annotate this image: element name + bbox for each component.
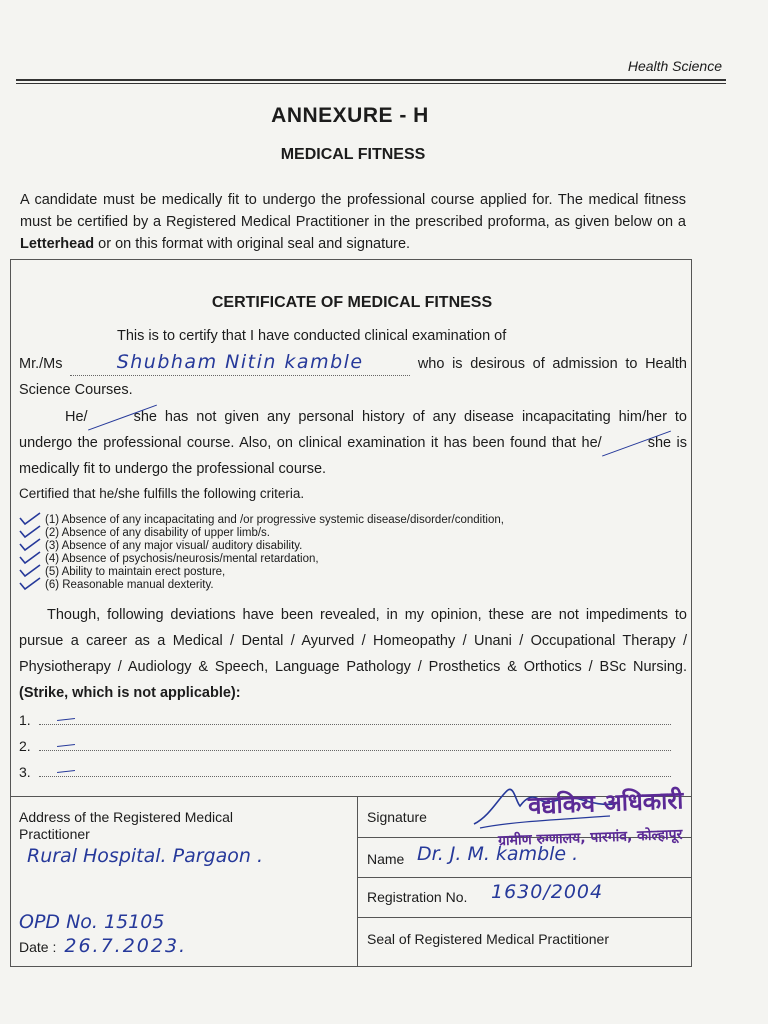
p1-end: who is desirous of admission to Health Science Courses. xyxy=(19,356,687,398)
stamp-line-1: वद्यकिय अधिकारी xyxy=(527,786,684,820)
registration-row xyxy=(357,877,691,918)
name-label: Name xyxy=(367,851,405,867)
date-value: 26.7.2023. xyxy=(64,935,188,957)
deviation-blank xyxy=(39,712,671,725)
criteria-item xyxy=(45,553,504,566)
header-rule xyxy=(16,79,726,81)
salutation: Mr./Ms xyxy=(19,356,63,372)
certificate-paragraph-2 xyxy=(19,404,687,482)
p2-text xyxy=(19,404,687,482)
signature-label: Signature xyxy=(367,809,427,825)
p2-he: He/ xyxy=(65,409,88,425)
registration-number: 1630/2004 xyxy=(491,881,604,903)
p1-start: This is to certify that I have conducted clinical examination of xyxy=(117,328,507,344)
criteria-item xyxy=(45,514,504,527)
p3-bold: (Strike, which is not applicable): xyxy=(19,685,241,701)
header-rule-thin xyxy=(16,83,726,84)
deviation-line-2 xyxy=(19,738,679,754)
criteria-text: (1) Absence of any incapacitating and /or progressive systemic disease/disorder/condition, xyxy=(45,514,504,526)
page-subtitle: MEDICAL FITNESS xyxy=(280,146,426,163)
criteria-item xyxy=(45,566,504,579)
candidate-name: Shubham Nitin kamble xyxy=(70,349,410,376)
criteria-heading: Certified that he/she fulfills the following criteria. xyxy=(19,486,305,501)
stamp-line-2: ग्रामीण रुग्णालय, पारगांव, कोल्हापूर xyxy=(497,826,683,850)
p2-mid: has not given any personal history of any disease incapacitating him/her to undergo the professional course. Also, on clinical examination it has been found that he/ xyxy=(19,409,687,451)
doctor-name: Dr. J. M. kamble . xyxy=(417,843,579,865)
deviation-number: 2. xyxy=(19,738,31,754)
criteria-text: (2) Absence of any disability of upper limb/s. xyxy=(45,527,271,539)
certificate-paragraph-1 xyxy=(19,323,687,403)
check-icon xyxy=(19,512,41,526)
intro-text-before: A candidate must be medically fit to undergo the professional course applied for. The medical fitness must be certified by a Registered Medical Practitioner in the prescribed proforma, as given below on a xyxy=(20,192,686,230)
criteria-text: (6) Reasonable manual dexterity. xyxy=(45,579,214,591)
check-icon xyxy=(19,538,41,552)
intro-text-after: or on this format with original seal and signature. xyxy=(94,236,411,252)
criteria-text: (4) Absence of psychosis/neurosis/mental retardation, xyxy=(45,553,319,565)
ink-dash xyxy=(57,744,75,747)
check-icon xyxy=(19,525,41,539)
seal-label: Seal of Registered Medical Practitioner xyxy=(367,931,610,947)
check-icon xyxy=(19,564,41,578)
header-label: Health Science xyxy=(627,58,722,74)
page-title: ANNEXURE - H xyxy=(271,104,429,127)
date-label: Date : xyxy=(19,939,57,955)
check-icon xyxy=(19,551,41,565)
deviation-number: 1. xyxy=(19,712,31,728)
date-line xyxy=(19,935,187,957)
address-value: Rural Hospital. Pargaon . xyxy=(27,845,263,867)
intro-bold: Letterhead xyxy=(20,236,95,252)
struck-she-2: she xyxy=(602,430,671,456)
p2-end: is medically fit to undergo the professional course. xyxy=(19,435,687,477)
certificate-box xyxy=(10,259,692,967)
name-line xyxy=(19,349,687,403)
deviation-blank xyxy=(39,738,671,751)
deviation-number: 3. xyxy=(19,764,31,780)
criteria-item xyxy=(45,579,504,592)
deviation-line-1 xyxy=(19,712,679,728)
opd-number: OPD No. 15105 xyxy=(19,911,165,933)
criteria-item xyxy=(45,540,504,553)
seal-row xyxy=(357,917,691,967)
seal-stamp xyxy=(498,786,768,856)
struck-she: she xyxy=(88,404,157,430)
intro-paragraph xyxy=(20,189,686,255)
address-label: Address of the Registered Medical Practitioner xyxy=(19,809,233,842)
ink-dash xyxy=(57,718,75,721)
certificate-paragraph-3 xyxy=(19,602,687,706)
criteria-item xyxy=(45,527,504,540)
check-icon xyxy=(19,577,41,591)
registration-label: Registration No. xyxy=(367,889,468,905)
p3-text: Though, following deviations have been revealed, in my opinion, these are not impediments to pursue a career as a Medical / Dental / Ayurved / Homeopathy / Unani / Occupational Therapy / Physiotherapy / Audiology & Speech, Language Pathology / Prosthetics & Orthotics / BSc Nursing. xyxy=(19,607,687,675)
criteria-list xyxy=(45,514,504,592)
certificate-title: CERTIFICATE OF MEDICAL FITNESS xyxy=(211,294,493,311)
criteria-text: (3) Absence of any major visual/ auditory disability. xyxy=(45,540,303,552)
ink-dash xyxy=(57,770,75,773)
address-cell xyxy=(11,797,358,967)
criteria-text: (5) Ability to maintain erect posture, xyxy=(45,566,226,578)
